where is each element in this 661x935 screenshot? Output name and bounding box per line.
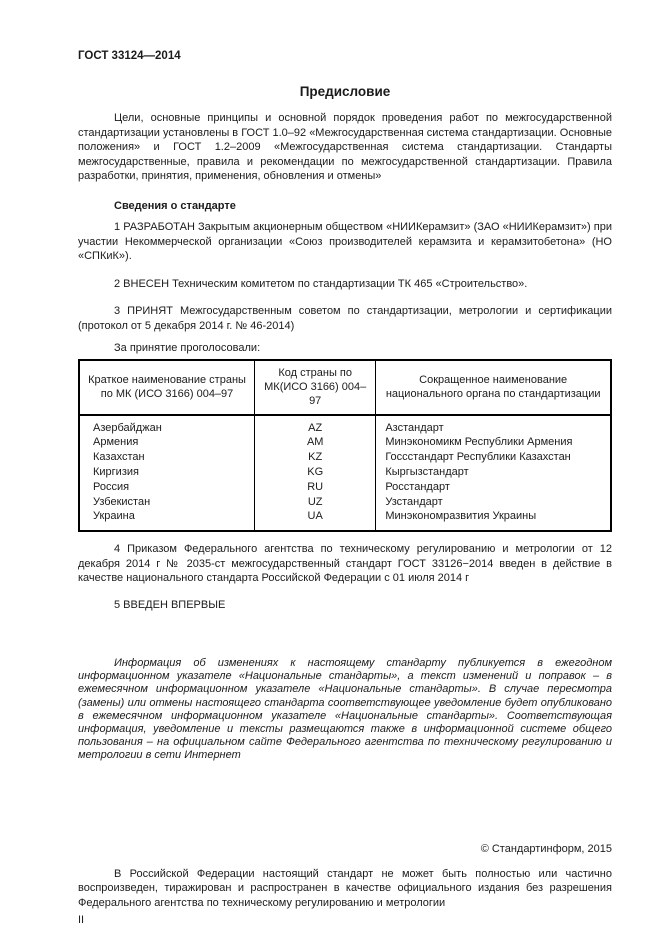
country-cell: Казахстан: [79, 450, 255, 465]
code-cell: UA: [255, 509, 376, 531]
table-row: [79, 495, 611, 510]
code-cell: UZ: [255, 495, 376, 510]
country-cell: Азербайджан: [79, 415, 255, 436]
code-cell: AZ: [255, 415, 376, 436]
table-row: [79, 415, 611, 436]
code-cell: KG: [255, 465, 376, 480]
table-row: [79, 450, 611, 465]
org-cell: Кыргызстандарт: [376, 465, 611, 480]
org-cell: Минэкономразвития Украины: [376, 509, 611, 531]
table-row: [79, 465, 611, 480]
table-row: [79, 509, 611, 531]
intro-paragraph: Цели, основные принципы и основной порядок проведения работ по межгосударственной стандартизации установлены в ГОСТ 1.0–92 «Межгосударственная система стандартизации. Основные положения» и ГОСТ 1.2–2009 «Межгосударственная система стандартизации. Стандарты межгосударственные, правила и рекомендации по межгосударственной стандартизации. Правила разработки, принятия, применения, обновления и отмены»: [78, 112, 612, 183]
table-header-country: Краткое наименование страны по МК (ИСО 3166) 004–97: [79, 360, 255, 415]
org-cell: Узстандарт: [376, 495, 611, 510]
standard-info-item-1: 1 РАЗРАБОТАН Закрытым акционерным обществом «НИИКерамзит» (ЗАО «НИИКерамзит») при участии Некоммерческой организации «Союз производителей керамзита и керамзитобетона» (НО «СПКиК»).: [78, 220, 612, 263]
reproduction-restriction: В Российской Федерации настоящий стандарт не может быть полностью или частично воспроизведен, тиражирован и распространен в качестве официального издания без разрешения Федерального агентства по техническому регулированию и метрологии: [78, 867, 612, 909]
country-cell: Россия: [79, 480, 255, 495]
standard-info-item-2: 2 ВНЕСЕН Техническим комитетом по стандартизации ТК 465 «Строительство».: [114, 277, 528, 290]
table-header-row: [79, 360, 611, 415]
page-title: Предисловие: [299, 84, 391, 99]
country-cell: Армения: [79, 435, 255, 450]
org-cell: Росстандарт: [376, 480, 611, 495]
org-cell: Госсстандарт Республики Казахстан: [376, 450, 611, 465]
code-cell: RU: [255, 480, 376, 495]
table-header-code: Код страны по МК(ИСО 3166) 004–97: [255, 360, 376, 415]
voting-table: [78, 359, 612, 533]
org-cell: Азстандарт: [376, 415, 611, 436]
country-cell: Киргизия: [79, 465, 255, 480]
standard-info-heading: Сведения о стандарте: [114, 199, 236, 212]
table-row: [79, 435, 611, 450]
code-cell: KZ: [255, 450, 376, 465]
standard-info-item-3: 3 ПРИНЯТ Межгосударственным советом по стандартизации, метрологии и сертификации (протокол от 5 декабря 2014 г. № 46-2014): [78, 305, 612, 332]
org-cell: Минэкономикм Республики Армения: [376, 435, 611, 450]
table-row: [79, 480, 611, 495]
copyright-notice: © Стандартинформ, 2015: [480, 842, 612, 855]
table-header-org: Сокращенное наименование национального органа по стандартизации: [376, 360, 611, 415]
amendments-notice: Информация об изменениях к настоящему стандарту публикуется в ежегодном информационном указателе «Национальные стандарты», а текст изменений и поправок – в ежемесячном информационном указателе «Национальные стандарты». В случае пересмотра (замены) или отмены настоящего стандарта соответствующее уведомление будет опубликовано в ежемесячном информационном указателе «Национальные стандарты». Соответствующая информация, уведомление и тексты размещаются также в информационной системе общего пользования – на официальном сайте Федерального агентства по техническому регулированию и метрологии в сети Интернет: [78, 656, 612, 762]
doc-ref: ГОСТ 33124—2014: [78, 50, 181, 62]
country-cell: Узбекистан: [79, 495, 255, 510]
country-cell: Украина: [79, 509, 255, 531]
order-paragraph: 4 Приказом Федерального агентства по техническому регулированию и метрологии от 12 декабря 2014 г № 2035-ст межгосударственный стандарт ГОСТ 33126−2014 введен в действие в качестве национального стандарта Российской Федерации с 01 июля 2014 г: [78, 543, 612, 585]
code-cell: AM: [255, 435, 376, 450]
first-introduced: 5 ВВЕДЕН ВПЕРВЫЕ: [114, 598, 226, 611]
vote-intro: За принятие проголосовали:: [114, 341, 261, 354]
voting-table-body: [79, 415, 611, 532]
page-number: II: [78, 914, 85, 927]
